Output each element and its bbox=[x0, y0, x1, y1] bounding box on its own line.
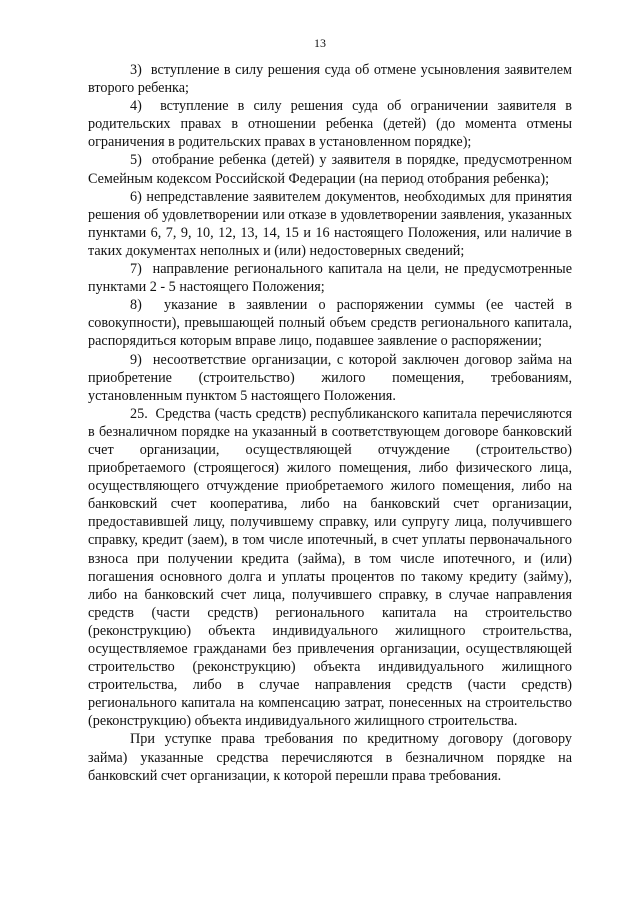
paragraph-assignment-of-claim: При уступке права требования по кредитному договору (договору займа) указанные средства перечисляются в безналичном порядке на банковский счет организации, к которой перешли права требования. bbox=[88, 731, 572, 784]
paragraph-item-5: 5) отобрание ребенка (детей) у заявителя в порядке, предусмотренном Семейным кодексом Российской Федерации (на период отобрания ребенка); bbox=[88, 152, 572, 187]
page-number: 13 bbox=[314, 36, 326, 50]
document-body bbox=[88, 61, 572, 785]
paragraph-item-9: 9) несоответствие организации, с которой заключен договор займа на приобретение (строительство) жилого помещения, требованиям, установленным пунктом 5 настоящего Положения. bbox=[88, 351, 572, 404]
paragraph-item-4: 4) вступление в силу решения суда об ограничении заявителя в родительских правах в отношении ребенка (детей) (до момента отмены ограничения в родительских правах в установленном порядке); bbox=[88, 98, 572, 151]
paragraph-item-6: 6) непредставление заявителем документов, необходимых для принятия решения об удовлетворении или отказе в удовлетворении заявления, указанных пунктами 6, 7, 9, 10, 12, 13, 14, 15 и 16 настоящего Положения, или наличие в таких документах неполных и (или) недостоверных сведений; bbox=[88, 188, 572, 259]
paragraph-item-8: 8) указание в заявлении о распоряжении суммы (ее частей в совокупности), превышающей полный объем средств регионального капитала, распорядиться которым вправе лицо, подавшее заявление о распоряжении; bbox=[88, 297, 572, 350]
paragraph-item-3: 3) вступление в силу решения суда об отмене усыновления заявителем второго ребенка; bbox=[88, 62, 572, 97]
paragraph-section-25: 25. Средства (часть средств) республиканского капитала перечисляются в безналичном порядке на указанный в соответствующем договоре банковский счет организации, осуществляющей отчуждение (строительство) приобретаемого (строящегося) жилого помещения, либо физического лица, осуществляющего отчуждение приобретаемого жилого помещения, либо на банковский счет кооператива, либо на банковский счет организации, предоставившей лицу, получившему справку, или супругу лица, получившего справку, кредит (заем), в том числе ипотечный, в счет уплаты первоначального взноса при получении кредита (займа), в том числе ипотечного, и (или) погашения основного долга и уплаты процентов по такому кредиту (займу), либо на банковский счет лица, получившего справку, в случае направления средств (части средств) регионального капитала на строительство (реконструкцию) объекта индивидуального жилищного строительства, осуществляемое гражданами без привлечения организации, осуществляющей строительство (реконструкцию) объекта индивидуального жилищного строительства, либо в случае направления средств (части средств) регионального капитала на компенсацию затрат, понесенных на строительство (реконструкцию) объекта индивидуального жилищного строительства. bbox=[88, 405, 572, 730]
paragraph-item-7: 7) направление регионального капитала на цели, не предусмотренные пунктами 2 - 5 настоящего Положения; bbox=[88, 261, 572, 296]
